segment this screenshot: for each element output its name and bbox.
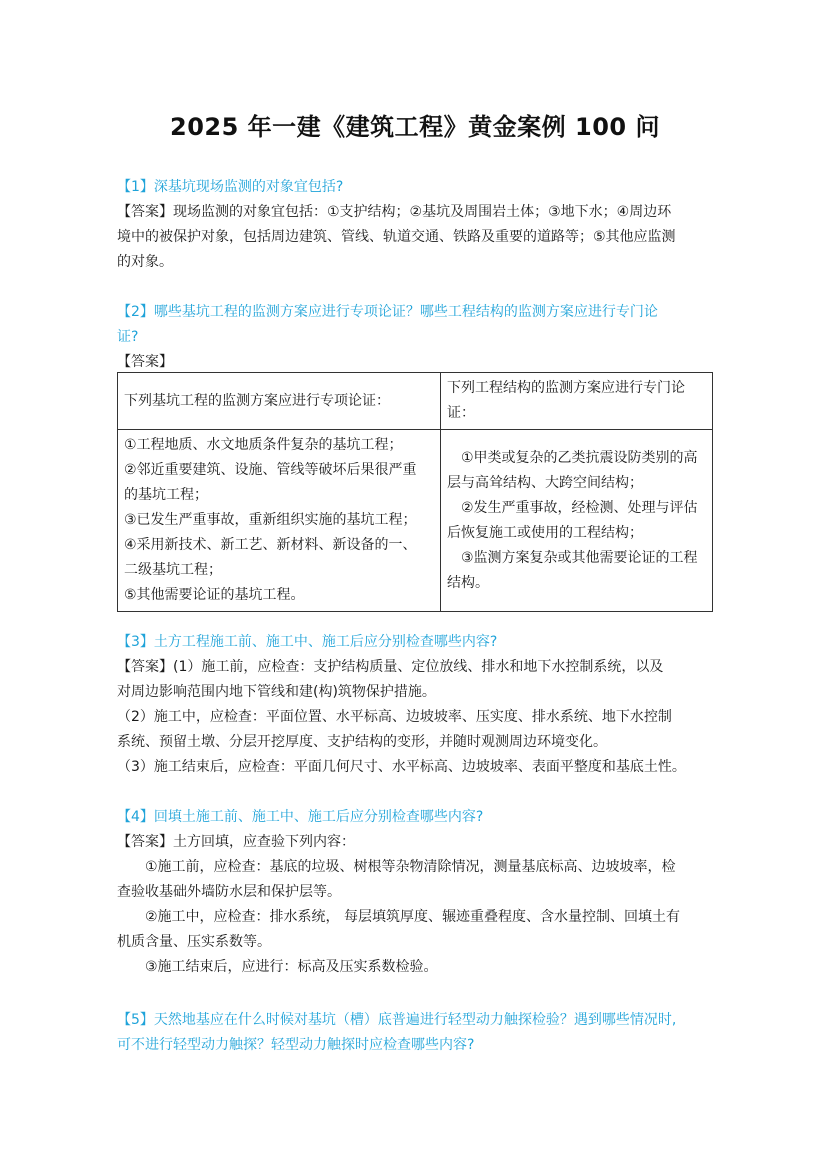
document-title: 2025 年一建《建筑工程》黄金案例 100 问 bbox=[170, 113, 660, 141]
table-header-left bbox=[118, 373, 441, 430]
table-header-row bbox=[118, 373, 713, 430]
question-5-line: 【5】天然地基应在什么时候对基坑（槽）底普遍进行轻型动力触探检验？遇到哪些情况时, bbox=[117, 1012, 677, 1028]
table-body-right bbox=[441, 430, 713, 612]
table-left-line: ③已发生严重事故，重新组织实施的基坑工程； bbox=[124, 512, 417, 528]
question-5 bbox=[117, 1008, 717, 1058]
table-left-line: ②邻近重要建筑、设施、管线等破坏后果很严重 bbox=[124, 462, 417, 478]
question-1: 【1】深基坑现场监测的对象宜包括? bbox=[117, 179, 344, 195]
table-left-line: 二级基坑工程； bbox=[124, 562, 222, 578]
table-left-line: ⑤其他需要论证的基坑工程。 bbox=[124, 587, 305, 603]
question-2-line: 【2】哪些基坑工程的监测方案应进行专项论证？哪些工程结构的监测方案应进行专门论 bbox=[117, 304, 658, 320]
table-right-line: 层与高耸结构、大跨空间结构； bbox=[447, 474, 643, 491]
answer-4-item-cont: 查验收基础外墙防水层和保护层等。 bbox=[117, 884, 341, 900]
answer-1-line: 境中的被保护对象，包括周边建筑、管线、轨道交通、铁路及重要的道路等；⑤其他应监测 bbox=[117, 229, 676, 245]
table-right-line: ③监测方案复杂或其他需要论证的工程 bbox=[461, 549, 698, 566]
answer-4-item-cont: 机质含量、压实系数等。 bbox=[117, 934, 271, 950]
answer-3 bbox=[117, 655, 715, 780]
table-right-line: 结构。 bbox=[447, 574, 489, 591]
table-header-left-text: 下列基坑工程的监测方案应进行专项论证： bbox=[124, 392, 390, 409]
answer-3-line: 对周边影响范围内地下管线和建(构)筑物保护措施。 bbox=[117, 684, 436, 700]
answer-1-line: 的对象。 bbox=[117, 254, 173, 270]
answer-3-line: 【答案】(1）施工前，应检查：支护结构质量、定位放线、排水和地下水控制系统，以及 bbox=[117, 659, 664, 675]
answer-4-item: ①施工前，应检查：基底的垃圾、树根等杂物清除情况，测量基底标高、边坡坡率，检 bbox=[145, 859, 676, 875]
table-left-line: ④采用新技术、新工艺、新材料、新设备的一、 bbox=[124, 537, 417, 553]
table-right-line: ②发生严重事故，经检测、处理与评估 bbox=[461, 499, 698, 516]
table-body-left bbox=[118, 430, 441, 612]
answer-4 bbox=[117, 830, 715, 980]
answer-1-line: 【答案】现场监测的对象宜包括：①支护结构；②基坑及周围岩土体；③地下水；④周边环 bbox=[117, 204, 672, 220]
answer-2-label: 【答案】 bbox=[117, 354, 173, 370]
question-5-line: 可不进行轻型动力触探？轻型动力触探时应检查哪些内容? bbox=[117, 1037, 475, 1053]
answer-3-line: 系统、预留土墩、分层开挖厚度、支护结构的变形，并随时观测周边环境变化。 bbox=[117, 734, 607, 750]
question-3: 【3】土方工程施工前、施工中、施工后应分别检查哪些内容? bbox=[117, 634, 498, 650]
question-2 bbox=[117, 300, 717, 350]
table-left-line: ①工程地质、水文地质条件复杂的基坑工程； bbox=[124, 437, 403, 453]
table-right-line: ①甲类或复杂的乙类抗震设防类别的高 bbox=[461, 449, 698, 466]
table-right-line: 后恢复施工或使用的工程结构； bbox=[447, 524, 643, 541]
table-body-row bbox=[118, 430, 713, 612]
table-header-right-line: 证： bbox=[447, 405, 475, 421]
answer-4-item: ③施工结束后，应进行：标高及压实系数检验。 bbox=[145, 959, 438, 975]
answer-2-table bbox=[117, 372, 713, 612]
answer-4-intro: 【答案】土方回填，应查验下列内容： bbox=[117, 834, 355, 850]
question-4: 【4】回填土施工前、施工中、施工后应分别检查哪些内容? bbox=[117, 809, 484, 825]
answer-4-item: ②施工中，应检查：排水系统， 每层填筑厚度、辗迹重叠程度、含水量控制、回填土有 bbox=[145, 909, 680, 925]
table-header-right bbox=[441, 373, 713, 430]
answer-1 bbox=[117, 200, 715, 275]
answer-3-line: （2）施工中，应检查：平面位置、水平标高、边坡坡率、压实度、排水系统、地下水控制 bbox=[117, 709, 672, 725]
table-header-right-line: 下列工程结构的监测方案应进行专门论 bbox=[447, 380, 685, 396]
question-2-line: 证? bbox=[117, 329, 139, 345]
table-left-line: 的基坑工程； bbox=[124, 487, 208, 503]
answer-3-line: （3）施工结束后，应检查：平面几何尺寸、水平标高、边坡坡率、表面平整度和基底土性。 bbox=[117, 759, 686, 775]
